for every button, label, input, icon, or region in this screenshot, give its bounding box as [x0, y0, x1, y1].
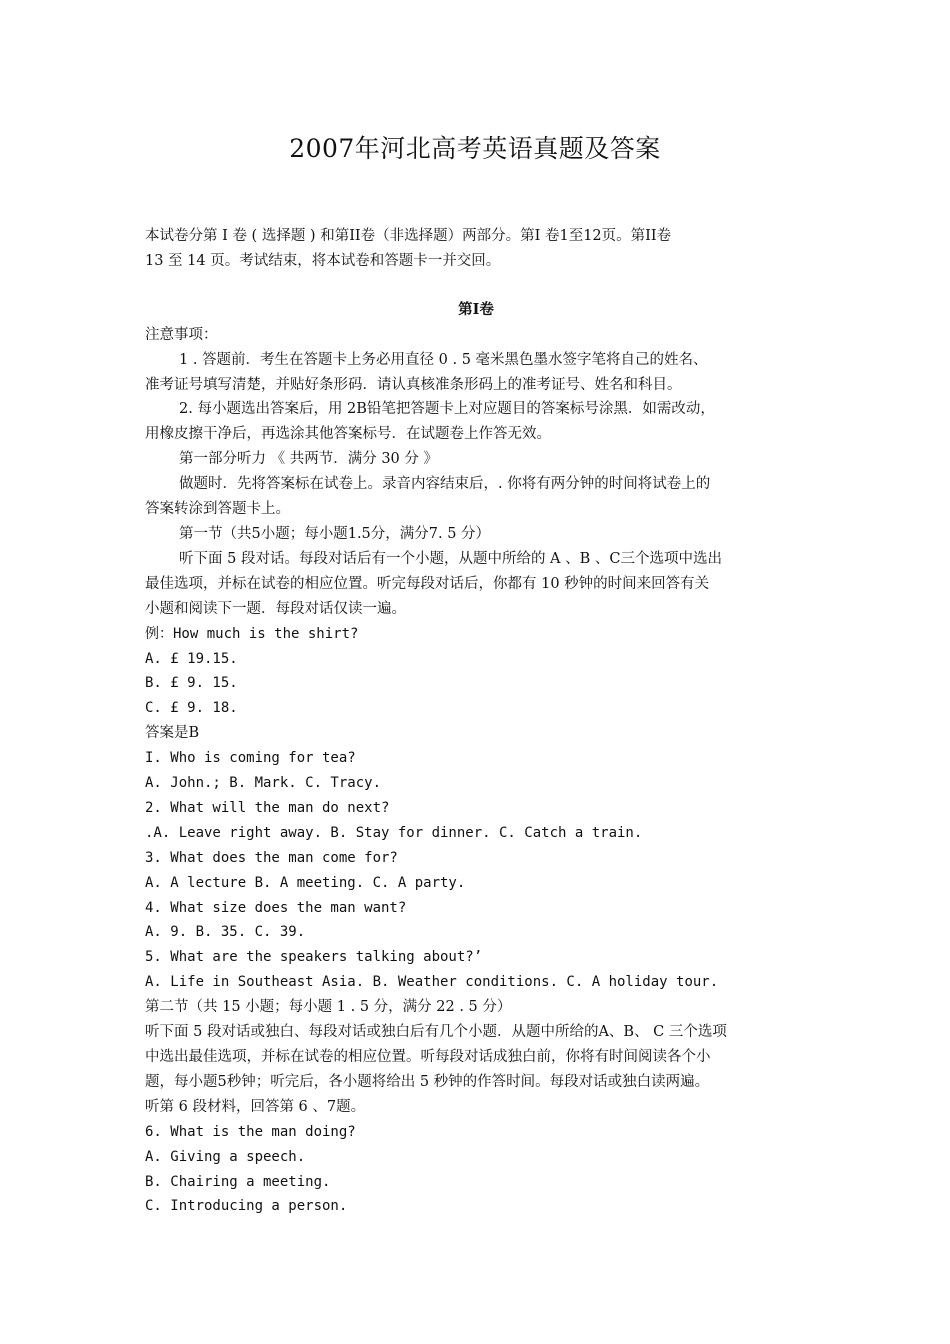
question-options: A. 9. B. 35. C. 39.: [145, 924, 306, 941]
question-option: A. Giving a speech.: [145, 1148, 306, 1165]
part1-instruction: 答案转涂到答题卡上。: [145, 501, 290, 518]
question-option: C. Introducing a person.: [145, 1198, 348, 1215]
document-body: [145, 224, 807, 1219]
section1-instruction: 最佳选项，并标在试卷的相应位置。听完每段对话后，你都有 10 秒钟的时间来回答有关: [145, 575, 710, 592]
notice-item: 2. 每小题选出答案后，用 2B铅笔把答题卡上对应题目的答案标号涂黑．如需改动，: [179, 401, 715, 418]
question: 3. What does the man come for?: [145, 849, 398, 866]
question: 6. What is the man doing?: [145, 1123, 356, 1140]
notice-item: 1 . 答题前．考生在答题卡上务必用直径 0 . 5 毫米黑色墨水签字笔将自己的姓名、: [179, 351, 708, 368]
question-options: A. A lecture B. A meeting. C. A party.: [145, 874, 466, 891]
question: I. Who is coming for tea?: [145, 750, 356, 767]
part1-instruction: 做题时．先将答案标在试卷上。录音内容结束后，. 你将有两分钟的时间将试卷上的: [179, 476, 711, 493]
section2-heading: 第二节（共 15 小题；每小题 1 . 5 分，满分 22 . 5 分）: [145, 999, 512, 1016]
example-option: B. £ 9. 15.: [145, 675, 238, 692]
section2-instruction: 中选出最佳选项，并标在试卷的相应位置。听每段对话成独白前，你将有时间阅读各个小: [145, 1049, 711, 1065]
section2-instruction: 听下面 5 段对话或独白、每段对话或独白后有几个小题．从题中所给的A、B、 C 三个选项: [145, 1024, 727, 1041]
notice-item: 准考证号填写清楚，并贴好条形码．请认真核准条形码上的准考证号、姓名和科目。: [145, 376, 682, 393]
section1-heading: 第一节（共5小题；每小题1.5分，满分7. 5 分）: [179, 525, 491, 542]
question-options: A. Life in Southeast Asia. B. Weather conditions. C. A holiday tour.: [145, 974, 719, 991]
section1-instruction: 小题和阅读下一题．每段对话仅读一遍。: [145, 600, 406, 617]
notice-item: 用橡皮擦干净后，再选涂其他答案标号．在试题卷上作答无效。: [145, 426, 551, 443]
example-option: C. £ 9. 18.: [145, 700, 238, 717]
section1-instruction: 听下面 5 段对话。每段对话后有一个小题，从题中所给的 A 、B 、C三个选项中选出: [179, 550, 722, 567]
part1-heading: 第一部分听力 《 共两节．满分 30 分 》: [179, 451, 438, 468]
spacer: [145, 274, 807, 298]
intro-line: 13 至 14 页。考试结束，将本试卷和答题卡一并交回。: [145, 252, 501, 269]
notice-label: 注意事项：: [145, 326, 218, 343]
question: 5. What are the speakers talking about?’: [145, 949, 483, 966]
intro-line: 本试卷分第 I 卷 ( 选择题 ) 和第II卷（非选择题）两部分。第I 卷1至12页。第II卷: [145, 228, 672, 244]
question: 2. What will the man do next?: [145, 799, 390, 816]
section2-instruction: 题，每小题5秒钟；听完后，各小题将给出 5 秒钟的作答时间。每段对话或独白读两遍。: [145, 1073, 710, 1090]
example-option: A. £ 19.15.: [145, 650, 238, 667]
question-option: B. Chairing a meeting.: [145, 1173, 331, 1190]
document-title: 2007年河北高考英语真题及答案: [289, 134, 661, 163]
question-options: .A. Leave right away. B. Stay for dinner. C. Catch a train.: [145, 824, 643, 841]
question-options: A. John.; B. Mark. C. Tracy.: [145, 775, 382, 792]
section-heading: 第I卷: [458, 300, 494, 318]
example-question: 例：How much is the shirt?: [145, 625, 359, 642]
question: 4. What size does the man want?: [145, 899, 407, 916]
material-heading: 听第 6 段材料，回答第 6 、7题。: [145, 1098, 366, 1115]
example-answer: 答案是B: [145, 725, 200, 742]
